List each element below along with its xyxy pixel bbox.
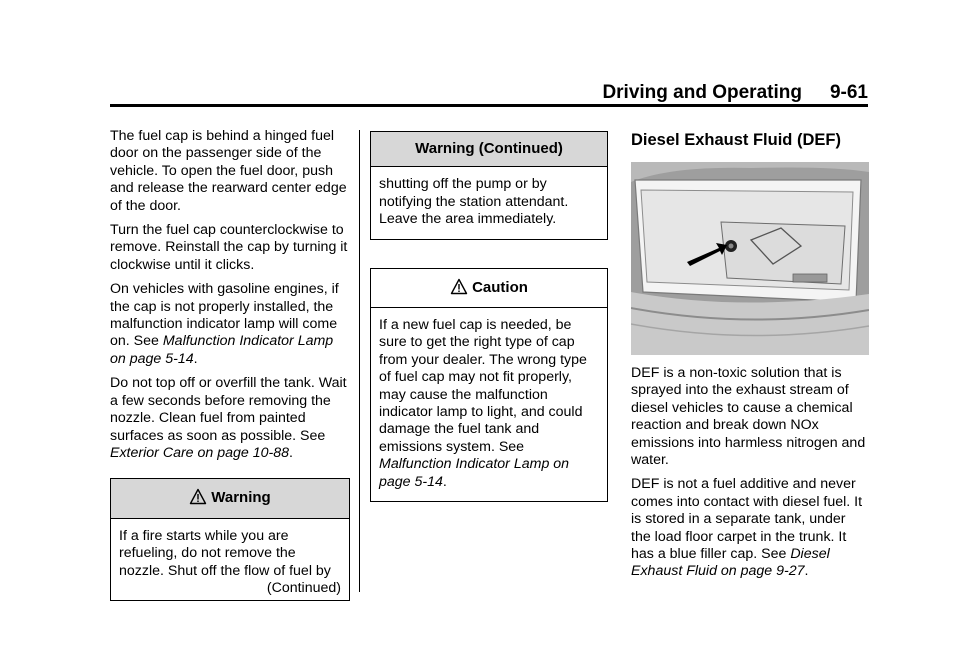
paragraph-def-definition: DEF is a non-toxic solution that is sprayed into the exhaust stream of diesel vehicles to cause a chemical reaction and break down NOx emissions into harmless nitrogen and water. xyxy=(631,365,866,469)
section-title: Driving and Operating xyxy=(602,82,802,103)
paragraph-gasoline-mil: On vehicles with gasoline engines, if the cap is not properly installed, the malfunction indicator lamp will come on. See Malfunction Indicator Lamp on page 5-14. xyxy=(110,281,339,367)
cross-reference-link[interactable]: Malfunction Indicator Lamp on page 5-14 xyxy=(110,333,334,367)
caution-title: Caution xyxy=(472,278,528,296)
cross-reference-link[interactable]: Exterior Care on page 10-88 xyxy=(110,444,290,461)
warning-continued-text: shutting off the pump or by notifying the station attendant. Leave the area immediately. xyxy=(379,176,569,228)
caution-icon xyxy=(450,278,468,299)
caution-box xyxy=(370,268,608,502)
warning-box xyxy=(110,478,350,601)
paragraph-fuel-cap-remove: Turn the fuel cap counterclockwise to remove. Reinstall the cap by turning it clockwise until it clicks. xyxy=(110,222,348,273)
cross-reference-link[interactable]: Malfunction Indicator Lamp on page 5-14 xyxy=(379,456,570,490)
paragraph-fuel-cap-location: The fuel cap is behind a hinged fuel door on the passenger side of the vehicle. To open the fuel door, push and release the rearward center edge of the door. xyxy=(110,128,347,214)
cross-reference-link[interactable]: Diesel Exhaust Fluid on page 9-27 xyxy=(631,546,830,580)
caution-header xyxy=(371,269,607,308)
def-section-title: Diesel Exhaust Fluid (DEF) xyxy=(631,131,841,149)
warning-header xyxy=(111,479,349,518)
warning-icon xyxy=(189,488,207,509)
continued-label: (Continued) xyxy=(266,579,341,596)
paragraph-overfill: Do not top off or overfill the tank. Wait a few seconds before removing the nozzle. Clean fuel from painted surfaces as soon as possible. See Exterior Care on page 10-88. xyxy=(110,375,347,461)
warning-text: If a fire starts while you are refueling, do not remove the nozzle. Shut off the flow of fuel by xyxy=(119,527,331,579)
paragraph-def-storage: DEF is not a fuel additive and never comes into contact with diesel fuel. It is stored in a separate tank, under the load floor carpet in the trunk. It has a blue filler cap. See Diesel Exhaust Fluid on page 9-27. xyxy=(631,476,863,580)
column-right xyxy=(631,128,869,588)
def-trunk-photo xyxy=(631,162,869,355)
column-middle xyxy=(370,131,608,502)
column-divider xyxy=(359,130,360,592)
column-left xyxy=(110,128,350,601)
warning-continued-header: Warning (Continued) xyxy=(371,132,607,167)
warning-continued-box xyxy=(370,131,608,240)
page-number: 9-61 xyxy=(829,82,868,103)
caution-text: If a new fuel cap is needed, be sure to get the right type of cap from your dealer. The wrong type of fuel cap may not fit properly, may cause the malfunction indicator lamp to light, and could damage the fuel tank and emissions system. See Malfunction Indicator Lamp on page 5-14. xyxy=(379,317,587,490)
warning-title: Warning xyxy=(211,489,271,507)
page-header xyxy=(110,82,868,104)
header-rule xyxy=(110,104,868,107)
